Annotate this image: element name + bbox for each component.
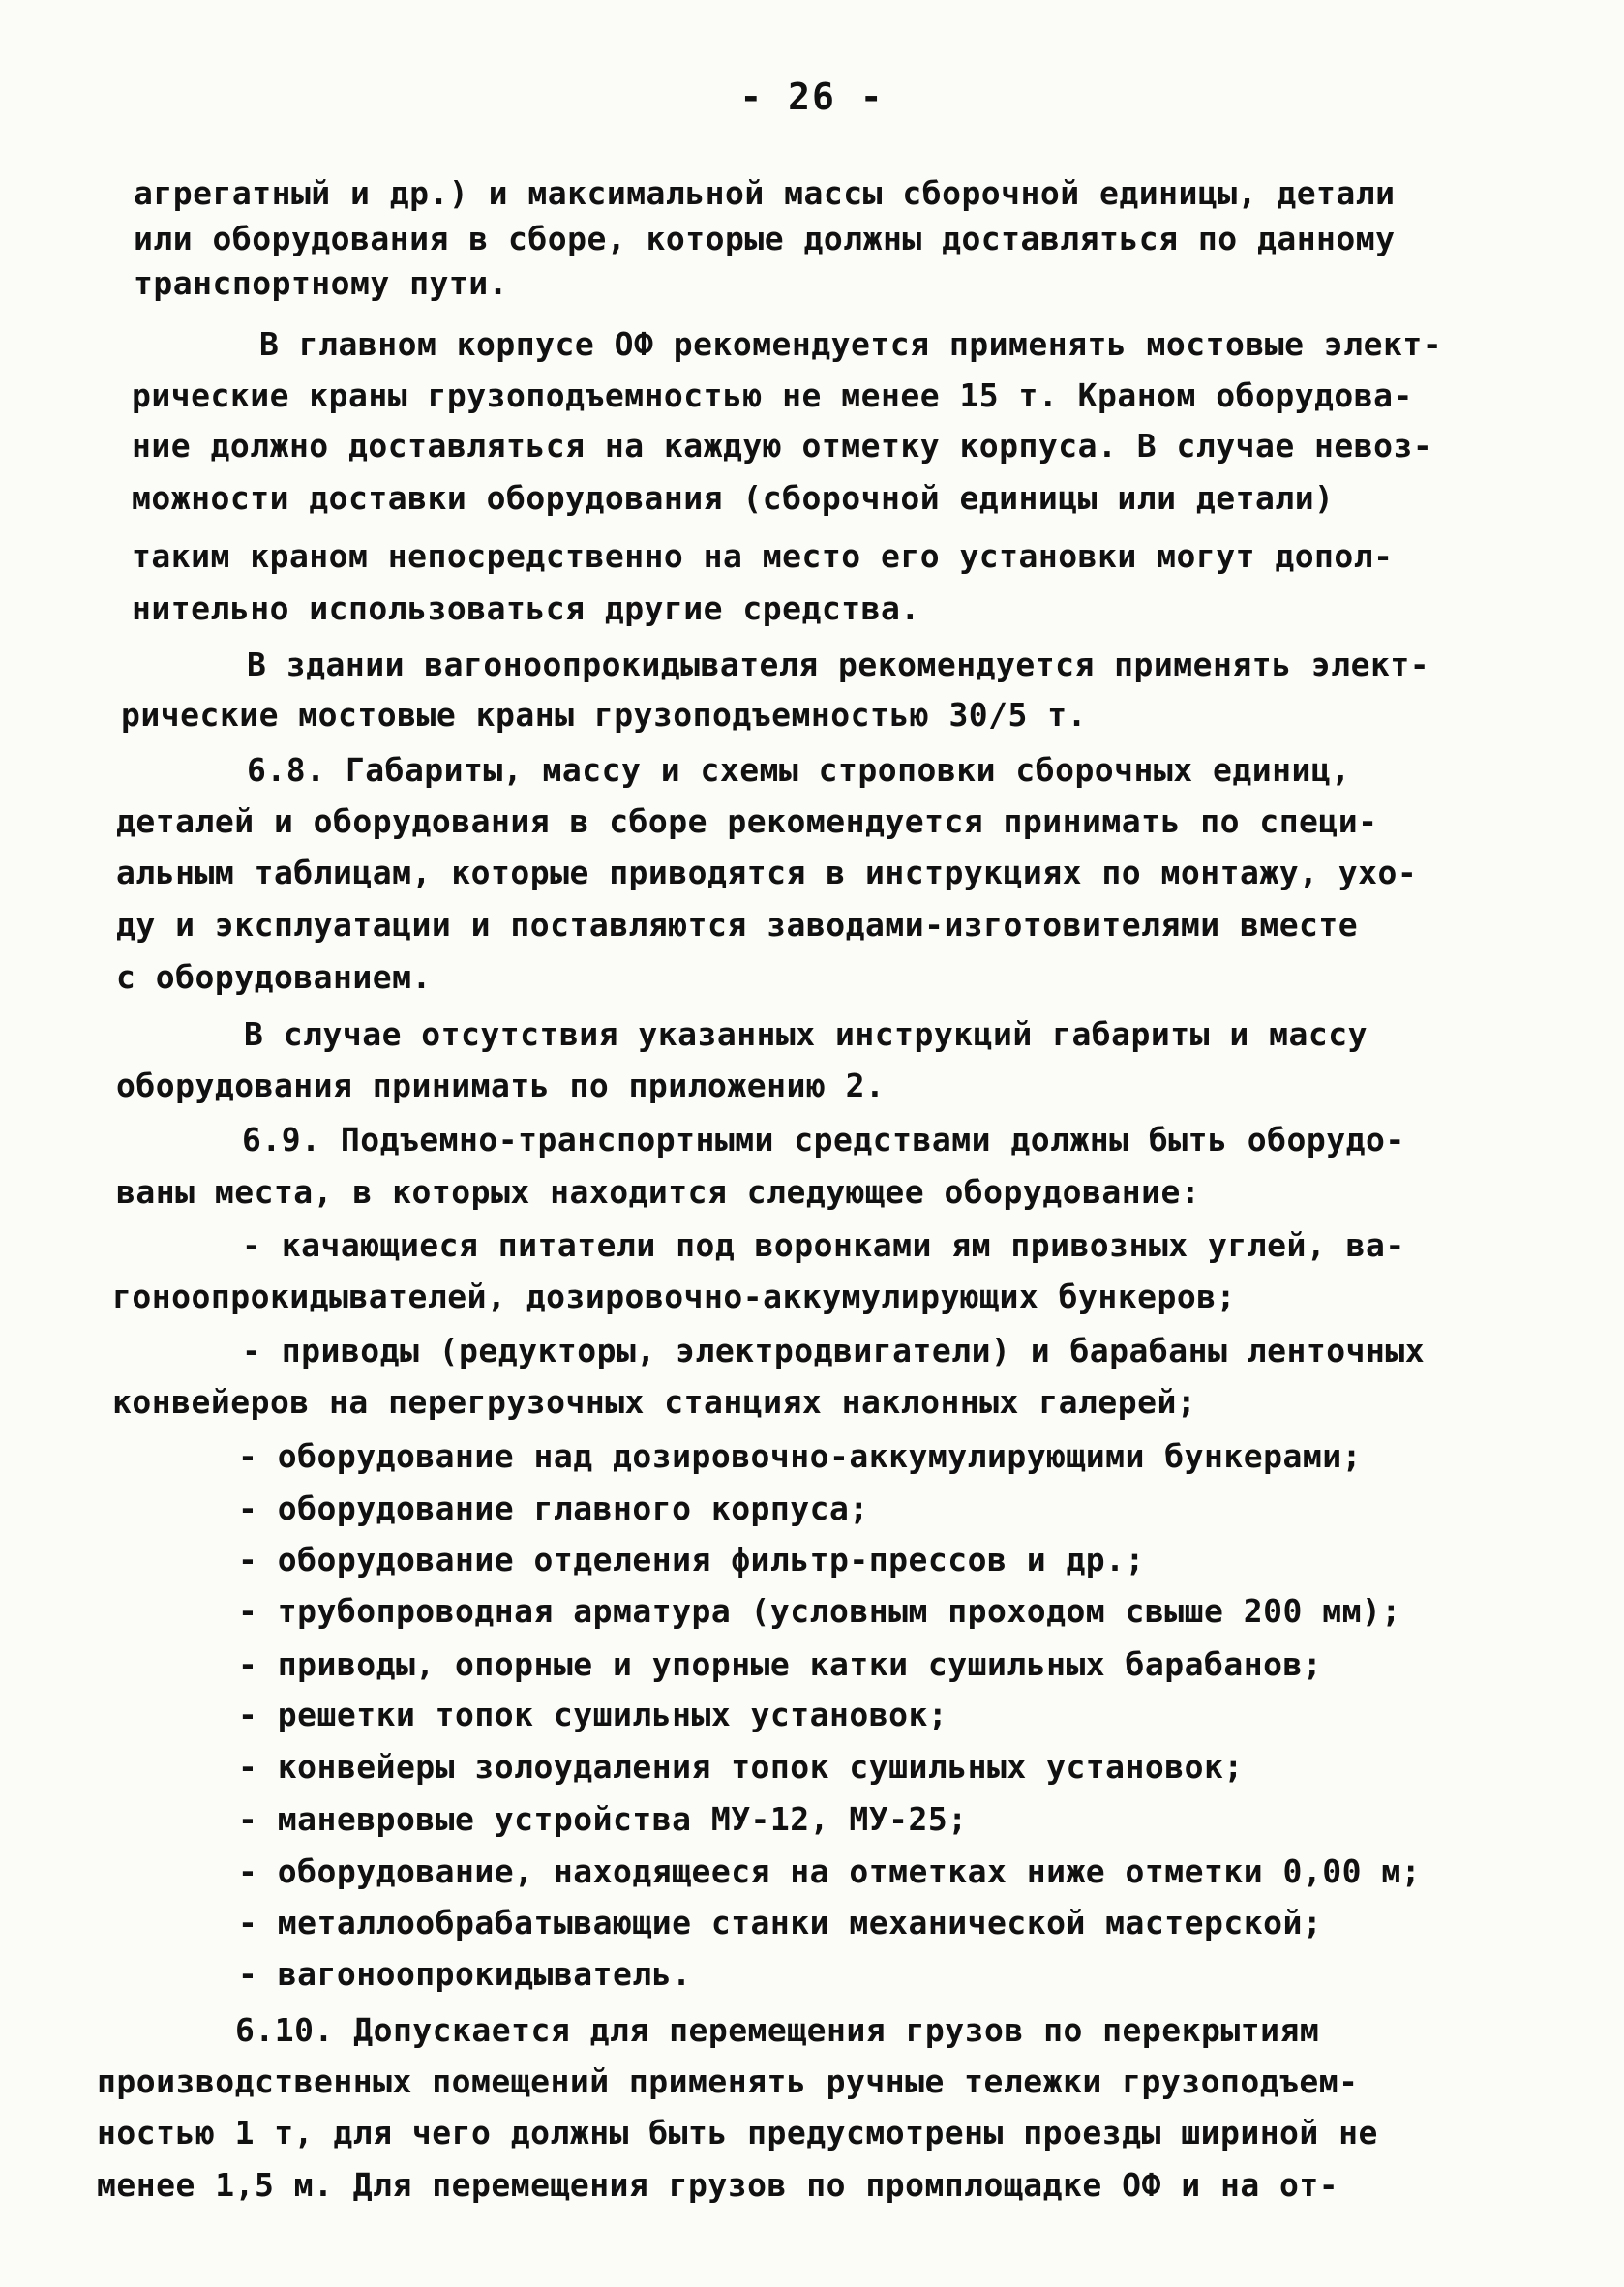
text-line: менее 1,5 м. Для перемещения грузов по промплощадке ОФ и на от- [97,2166,1339,2204]
text-line: - приводы, опорные и упорные катки сушильных барабанов; [238,1645,1323,1683]
text-line: - конвейеры золоудаления топок сушильных установок; [238,1748,1244,1786]
text-line: гоноопрокидывателей, дозировочно-аккумулирующих бункеров; [112,1278,1236,1315]
text-line: или оборудования в сборе, которые должны доставляться по данному [134,220,1396,257]
text-line: - оборудование, находящееся на отметках ниже отметки 0,00 м; [238,1852,1422,1890]
text-line: ваны места, в которых находится следующее оборудование: [116,1173,1201,1211]
text-line: агрегатный и др.) и максимальной массы сборочной единицы, детали [134,174,1396,212]
text-line: 6.10. Допускается для перемещения грузов по перекрытиям [235,2011,1320,2049]
text-line: - трубопроводная арматура (условным проходом свыше 200 мм); [238,1592,1401,1630]
text-line: оборудования принимать по приложению 2. [116,1067,886,1104]
text-line: - вагоноопрокидыватель. [238,1955,692,1993]
text-line: транспортному пути. [134,264,508,302]
text-line: ние должно доставляться на каждую отметку корпуса. В случае невоз- [132,427,1433,465]
text-line: производственных помещений применять ручные тележки грузоподъем- [97,2062,1359,2100]
text-line: ду и эксплуатации и поставляются заводами-изготовителями вместе [116,906,1359,944]
text-line: 6.8. Габариты, массу и схемы строповки сборочных единиц, [247,751,1351,789]
text-line: деталей и оборудования в сборе рекомендуется принимать по специ- [116,802,1378,840]
text-line: - приводы (редукторы, электродвигатели) и барабаны ленточных [242,1332,1426,1369]
text-line: 6.9. Подъемно-транспортными средствами должны быть оборудо- [242,1121,1405,1159]
text-line: таким краном непосредственно на место его установки могут допол- [132,537,1394,575]
text-line: рические краны грузоподъемностью не менее 15 т. Краном оборудова- [132,376,1413,414]
text-line: - металлообрабатывающие станки механической мастерской; [238,1904,1323,1941]
page-number: - 26 - [739,75,885,118]
text-line: В здании вагоноопрокидывателя рекомендуется применять элект- [247,646,1430,683]
text-line: ностью 1 т, для чего должны быть предусмотрены проезды шириной не [97,2114,1378,2152]
text-line: - маневровые устройства МУ-12, МУ-25; [238,1800,968,1838]
text-line: можности доставки оборудования (сборочной единицы или детали) [132,479,1335,517]
text-line: - качающиеся питатели под воронками ям привозных углей, ва- [242,1226,1405,1264]
text-line: В главном корпусе ОФ рекомендуется применять мостовые элект- [259,325,1443,363]
text-line: - решетки топок сушильных установок; [238,1696,948,1733]
text-line: - оборудование над дозировочно-аккумулирующими бункерами; [238,1437,1362,1475]
text-line: рические мостовые краны грузоподъемностью 30/5 т. [121,696,1088,734]
text-line: с оборудованием. [116,958,432,996]
text-line: нительно использоваться другие средства. [132,589,920,627]
text-line: В случае отсутствия указанных инструкций габариты и массу [244,1015,1368,1053]
text-line: - оборудование главного корпуса; [238,1490,869,1527]
text-line: альным таблицам, которые приводятся в инструкциях по монтажу, ухо- [116,854,1418,891]
text-line: конвейеров на перегрузочных станциях наклонных галерей; [112,1383,1197,1421]
text-line: - оборудование отделения фильтр-прессов и др.; [238,1541,1145,1579]
